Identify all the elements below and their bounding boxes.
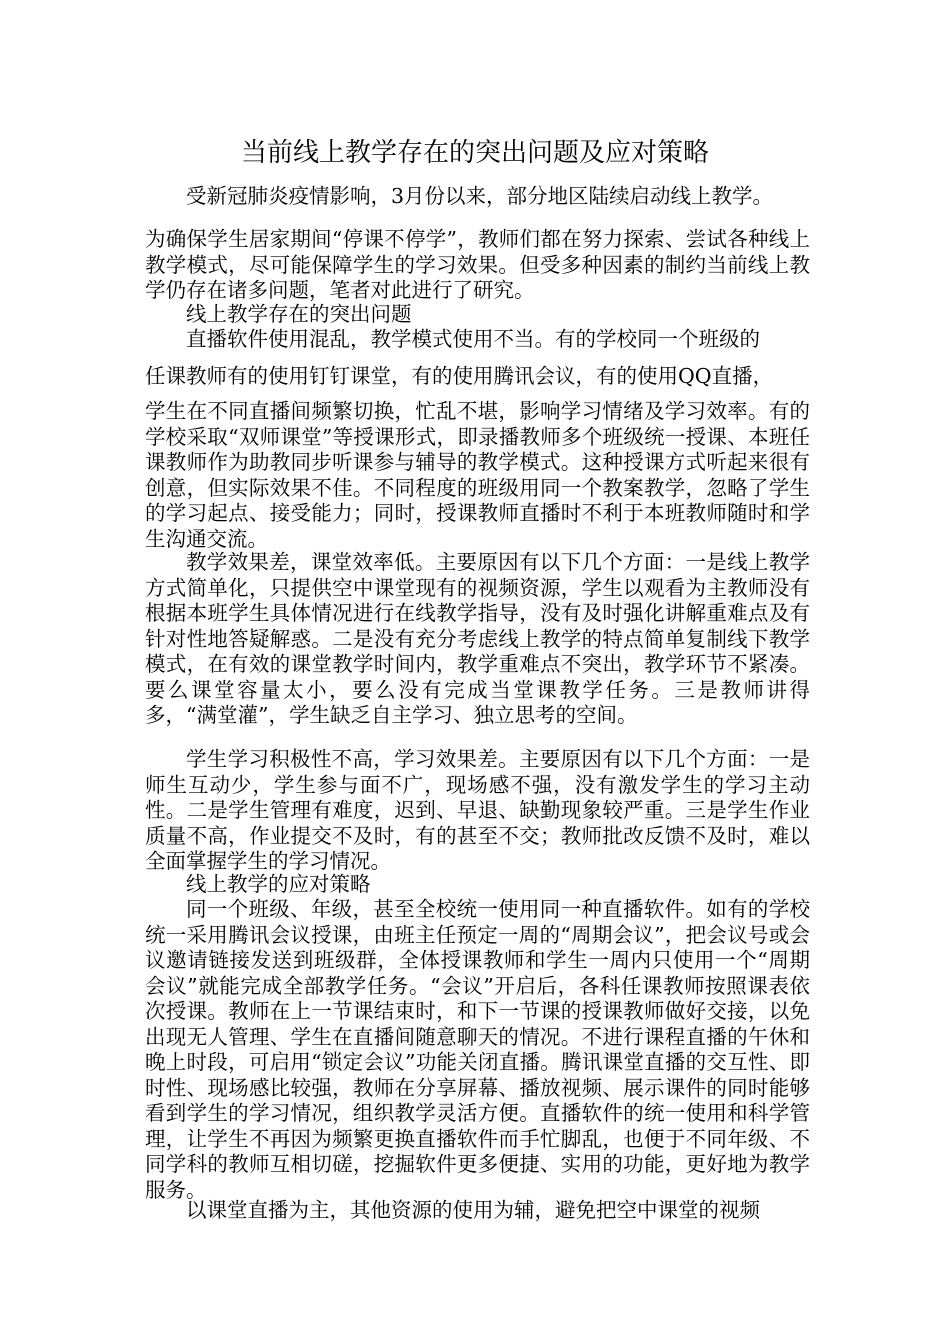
paragraph-background: 为确保学生居家期间“停课不停学”，教师们都在努力探索、尝试各种线上教学模式，尽可能保障学生的学习效果。但受多种因素的制约当前线上教学仍存在诸多问题，笔者对此进行了研究。 bbox=[145, 227, 810, 302]
paragraph-intro: 受新冠肺炎疫情影响，3月份以来，部分地区陆续启动线上教学。 bbox=[186, 184, 774, 208]
paragraph-problem-1-line-1: 直播软件使用混乱，教学模式使用不当。有的学校同一个班级的 bbox=[186, 327, 760, 351]
paragraph-problem-2: 教学效果差，课堂效率低。主要原因有以下几个方面：一是线上教学方式简单化，只提供空中课堂现有的视频资源，学生以观看为主教师没有根据本班学生具体情况进行在线教学指导，没有及时强化讲解重难点及有针对性地答疑解惑。二是没有充分考虑线上教学的特点简单复制线下教学模式，在有效的课堂教学时间内，教学重难点不突出，教学环节不紧凑。要么课堂容量太小，要么没有完成当堂课教学任务。三是教师讲得多，“满堂灌”，学生缺乏自主学习、独立思考的空间。 bbox=[145, 550, 810, 727]
paragraph-strategy-1: 同一个班级、年级，甚至全校统一使用同一种直播软件。如有的学校统一采用腾讯会议授课，由班主任预定一周的“周期会议”，把会议号或会议邀请链接发送到班级群，全体授课教师和学生一周内只使用一个“周期会议”就能完成全部教学任务。“会议”开启后，各科任课教师按照课表依次授课。教师在上一节课结束时，和下一节课的授课教师做好交接，以免出现无人管理、学生在直播间随意聊天的情况。不进行课程直播的午休和晚上时段，可启用“锁定会议”功能关闭直播。腾讯课堂直播的交互性、即时性、现场感比较强，教师在分享屏幕、播放视频、展示课件的同时能够看到学生的学习情况，组织教学灵活方便。直播软件的统一使用和科学管理，让学生不再因为频繁更换直播软件而手忙脚乱，也便于不同年级、不同学科的教师互相切磋，挖掘软件更多便捷、实用的功能，更好地为教学服务。 bbox=[145, 897, 810, 1202]
paragraph-problem-3: 学生学习积极性不高，学习效果差。主要原因有以下几个方面：一是师生互动少，学生参与面不广，现场感不强，没有激发学生的学习主动性。二是学生管理有难度，迟到、早退、缺勤现象较严重。三是学生作业质量不高，作业提交不及时，有的甚至不交；教师批改反馈不及时，难以全面掌握学生的学习情况。 bbox=[145, 747, 810, 873]
section-heading-strategies: 线上教学的应对策略 bbox=[186, 872, 371, 896]
paragraph-strategy-2: 以课堂直播为主，其他资源的使用为辅，避免把空中课堂的视频 bbox=[186, 1198, 760, 1222]
section-heading-problems: 线上教学存在的突出问题 bbox=[186, 302, 412, 326]
document-title: 当前线上教学存在的突出问题及应对策略 bbox=[240, 138, 709, 168]
paragraph-problem-1-rest: 学生在不同直播间频繁切换，忙乱不堪，影响学习情绪及学习效率。有的学校采取“双师课堂”等授课形式，即录播教师多个班级统一授课、本班任课教师作为助教同步听课参与辅导的教学模式。这种授课方式听起来很有创意，但实际效果不佳。不同程度的班级用同一个教案教学，忽略了学生的学习起点、接受能力；同时，授课教师直播时不利于本班教师随时和学生沟通交流。 bbox=[145, 399, 810, 551]
paragraph-problem-1-line-2: 任课教师有的使用钉钉课堂，有的使用腾讯会议，有的使用QQ直播， bbox=[145, 364, 774, 388]
